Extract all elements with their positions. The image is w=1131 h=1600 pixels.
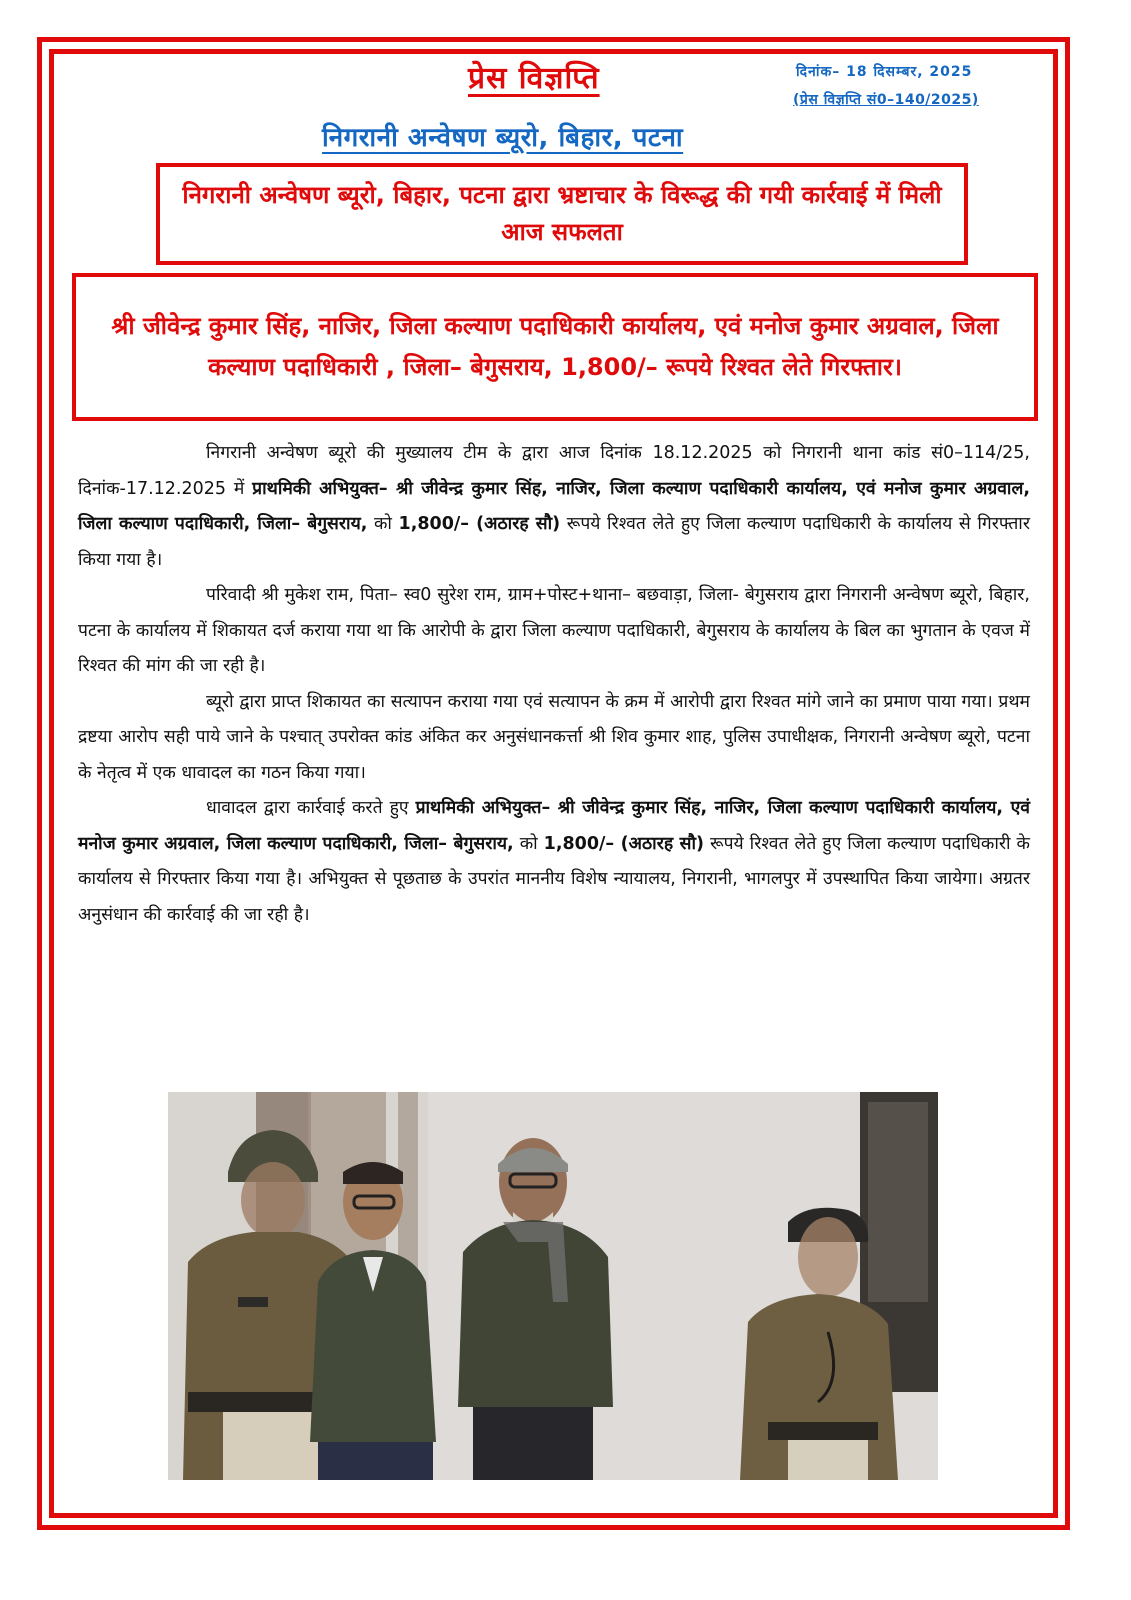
arrest-photo-illustration bbox=[168, 1092, 938, 1480]
headline-box-success bbox=[156, 163, 968, 265]
accused-names: प्राथमिकी अभियुक्त– श्री जीवेन्द्र कुमार सिंह, नाजिर, जिला कल्याण पदाधिकारी कार्यालय, एवं मनोज कुमार अग्रवाल, जिला कल्याण पदाधिकारी, जिला– बेगुसराय, bbox=[78, 798, 1031, 854]
release-number: (प्रेस विज्ञप्ति सं0–140/2025) bbox=[793, 92, 979, 108]
arrest-photo bbox=[168, 1092, 938, 1480]
paragraph-arrest-summary: निगरानी अन्वेषण ब्यूरो की मुख्यालय टीम के द्वारा आज दिनांक 18.12.2025 को निगरानी थाना कांड सं0–114/25, दिनांक-17.12.2025 में प्राथमिकी अभियुक्त– श्री जीवेन्द्र कुमार सिंह, नाजिर, जिला कल्याण पदाधिकारी कार्यालय, एवं मनोज कुमार अग्रवाल, जिला कल्याण पदाधिकारी, जिला– बेगुसराय, को 1,800/– (अठारह सौ) रूपये रिश्वत लेते हुए जिला कल्याण पदाधिकारी के कार्यालय से गिरफ्तार किया गया है। bbox=[78, 443, 1030, 570]
release-date: दिनांक– 18 दिसम्बर, 2025 bbox=[796, 64, 973, 80]
organization-name: निगरानी अन्वेषण ब्यूरो, बिहार, पटना bbox=[322, 123, 684, 153]
headline-arrest-text: श्री जीवेन्द्र कुमार सिंह, नाजिर, जिला कल्याण पदाधिकारी कार्यालय, एवं मनोज कुमार अग्रवाल, जिला कल्याण पदाधिकारी , जिला– बेगुसराय, 1,800/– रूपये रिश्वत लेते गिरफ्तार। bbox=[111, 311, 999, 381]
accused-names: प्राथमिकी अभियुक्त– श्री जीवेन्द्र कुमार सिंह, नाजिर, जिला कल्याण पदाधिकारी कार्यालय, एवं मनोज कुमार अग्रवाल, जिला कल्याण पदाधिकारी, जिला– बेगुसराय, bbox=[78, 478, 1030, 534]
bribe-amount: 1,800/– (अठारह सौ) bbox=[543, 833, 705, 854]
bribe-amount: 1,800/– (अठारह सौ) bbox=[398, 514, 561, 534]
press-release-title: प्रेस विज्ञप्ति bbox=[468, 61, 600, 96]
headline-box-arrest bbox=[72, 273, 1038, 421]
paragraph-raid: धावादल द्वारा कार्रवाई करते हुए प्राथमिकी अभियुक्त– श्री जीवेन्द्र कुमार सिंह, नाजिर, जिला कल्याण पदाधिकारी कार्यालय, एवं मनोज कुमार अग्रवाल, जिला कल्याण पदाधिकारी, जिला– बेगुसराय, को 1,800/– (अठारह सौ) रूपये रिश्वत लेते हुए जिला कल्याण पदाधिकारी के कार्यालय से गिरफ्तार किया गया है। अभियुक्त से पूछताछ के उपरांत माननीय विशेष न्यायालय, निगरानी, भागलपुर में उपस्थापित किया जायेगा। अग्रतर अनुसंधान की कार्रवाई की जा रही है। bbox=[78, 798, 1031, 925]
paragraph-verification: ब्यूरो द्वारा प्राप्त शिकायत का सत्यापन कराया गया एवं सत्यापन के क्रम में आरोपी द्वारा रिश्वत मांगे जाने का प्रमाण पाया गया। प्रथम द्रष्टया आरोप सही पाये जाने के पश्चात् उपरोक्त कांड अंकित कर अनुसंधानकर्त्ता श्री शिव कुमार शाह, पुलिस उपाधीक्षक, निगरानी अन्वेषण ब्यूरो, पटना के नेतृत्व में एक धावादल का गठन किया गया। bbox=[78, 691, 1030, 783]
press-release-body bbox=[78, 436, 1030, 933]
headline-success-text: निगरानी अन्वेषण ब्यूरो, बिहार, पटना द्वारा भ्रष्टाचार के विरूद्ध की गयी कार्रवाई में मिली आज सफलता bbox=[182, 180, 942, 246]
paragraph-complaint: परिवादी श्री मुकेश राम, पिता– स्व0 सुरेश राम, ग्राम+पोस्ट+थाना– बछवाड़ा, जिला- बेगुसराय द्वारा निगरानी अन्वेषण ब्यूरो, बिहार, पटना के कार्यालय में शिकायत दर्ज कराया गया था कि आरोपी के द्वारा जिला कल्याण पदाधिकारी, बेगुसराय के कार्यालय के बिल का भुगतान के एवज में रिश्वत की मांग की जा रही है। bbox=[78, 585, 1030, 676]
